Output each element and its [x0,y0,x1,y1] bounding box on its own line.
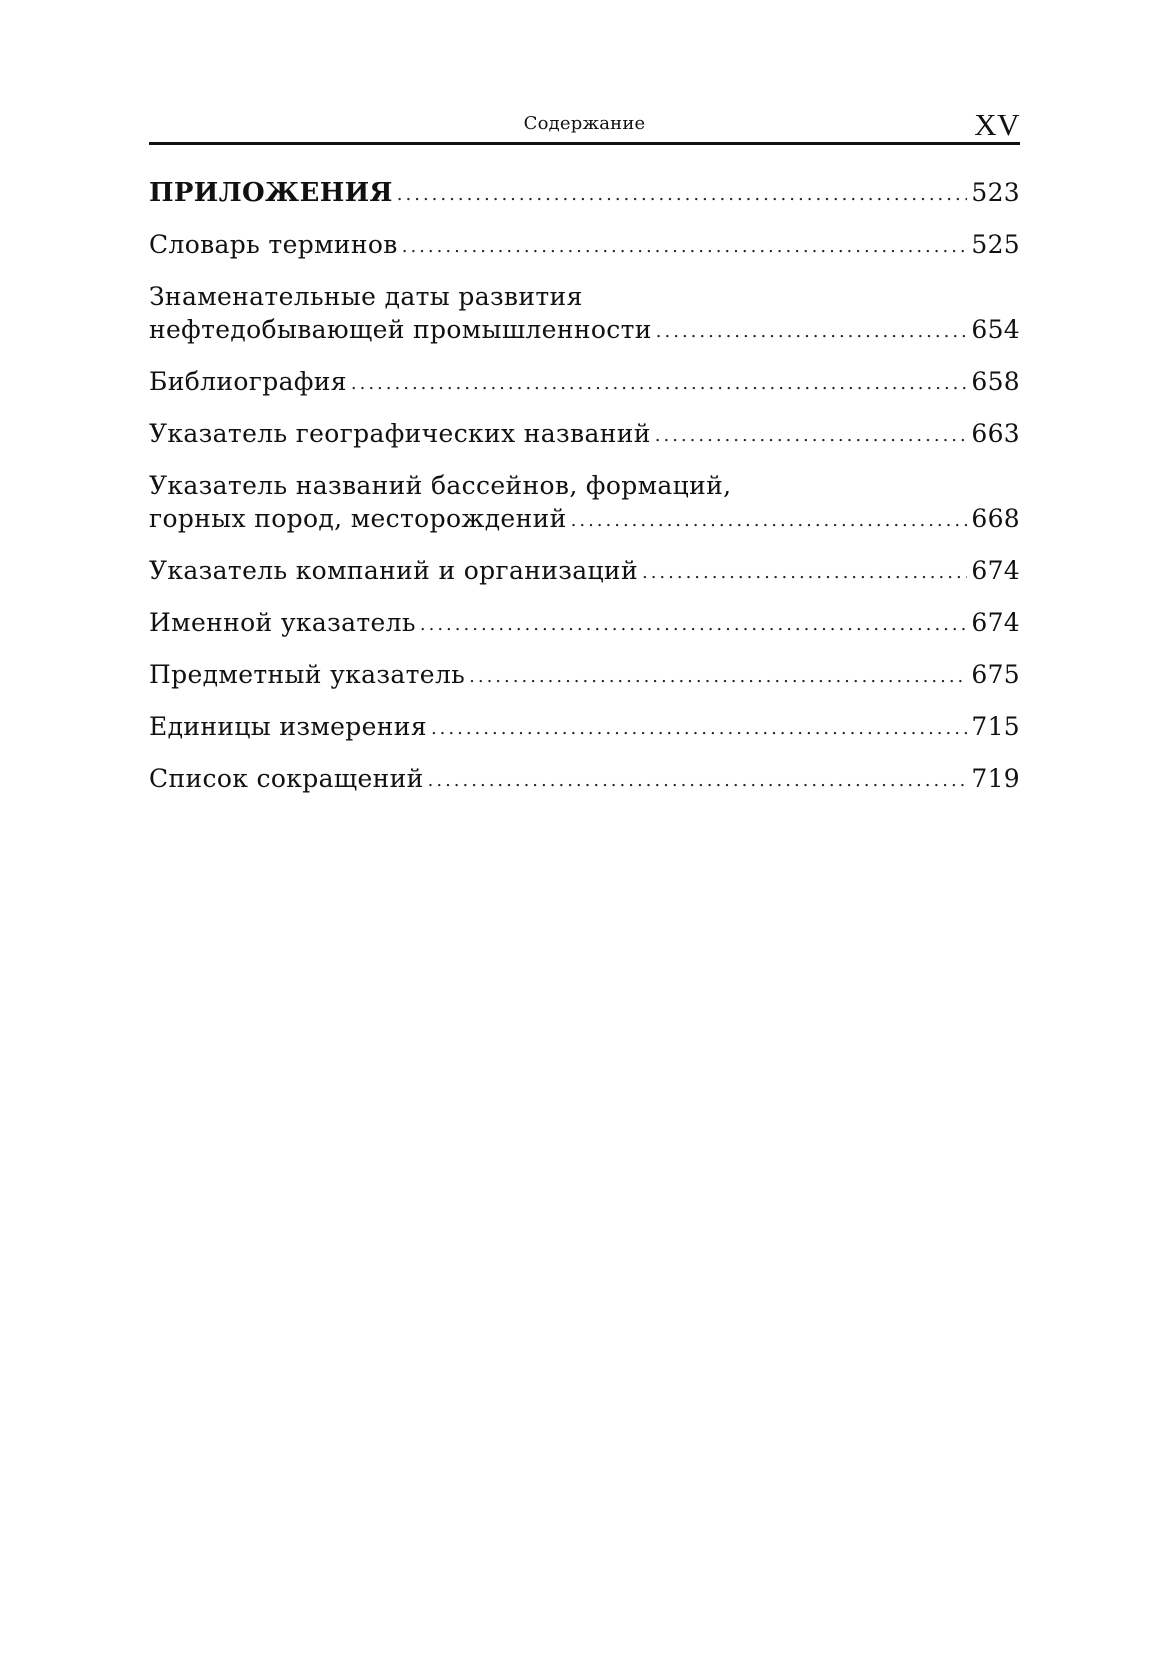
dot-leader [420,608,967,641]
toc-entry-title: Словарь терминов [149,230,398,259]
toc-entry-units[interactable] [149,710,1020,746]
toc-entry-page: 675 [971,660,1020,689]
dot-leader [656,315,968,348]
dot-leader [571,504,968,537]
toc-entry-title: Библиография [149,367,347,396]
toc-entry-page: 715 [971,712,1020,741]
toc-entry-title: Именной указатель [149,608,416,637]
toc-entry-title: нефтедобывающей промышленности [149,315,652,344]
toc-entry-title: ПРИЛОЖЕНИЯ [149,178,393,208]
dot-leader [351,367,967,400]
dot-leader [428,764,968,797]
toc-entry-page: 658 [971,367,1020,396]
toc-entry-subject-index[interactable] [149,658,1020,694]
toc-entry-appendices[interactable] [149,176,1020,212]
toc-entry-title-line1: Указатель названий бассейнов, формаций, [149,471,732,500]
toc-entry-title-line1: Знаменательные даты развития [149,282,583,311]
dot-leader [397,178,968,211]
toc-entry-title: Указатель географических названий [149,419,651,448]
running-head [149,104,1020,144]
toc-entry-page: 523 [971,178,1020,207]
toc-entry-title: Единицы измерения [149,712,427,741]
toc-entry-page: 668 [971,504,1020,533]
running-title: Содержание [523,113,646,134]
toc-entry-page: 719 [971,764,1020,793]
toc-entry-abbreviations[interactable] [149,762,1020,798]
page-number: XV [974,107,1020,142]
toc-entry-bibliography[interactable] [149,365,1020,401]
toc-entry-title: горных пород, месторождений [149,504,567,533]
toc-entry-name-index[interactable] [149,606,1020,642]
toc-entry-page: 654 [971,315,1020,344]
toc-entry-milestones[interactable] [149,280,1020,349]
toc-entry-page: 663 [971,419,1020,448]
toc-entry-geographic-index[interactable] [149,417,1020,453]
toc-entry-basins-index[interactable] [149,469,1020,538]
toc-entry-title: Предметный указатель [149,660,466,689]
dot-leader [402,230,968,263]
dot-leader [469,660,967,693]
table-of-contents [149,176,1020,814]
dot-leader [642,556,967,589]
toc-entry-companies-index[interactable] [149,554,1020,590]
toc-entry-glossary[interactable] [149,228,1020,264]
toc-entry-title: Список сокращений [149,764,424,793]
toc-entry-page: 525 [971,230,1020,259]
toc-entry-title: Указатель компаний и организаций [149,556,638,585]
toc-entry-page: 674 [971,556,1020,585]
dot-leader [655,419,968,452]
toc-entry-page: 674 [971,608,1020,637]
dot-leader [431,712,967,745]
header-rule [149,142,1020,145]
